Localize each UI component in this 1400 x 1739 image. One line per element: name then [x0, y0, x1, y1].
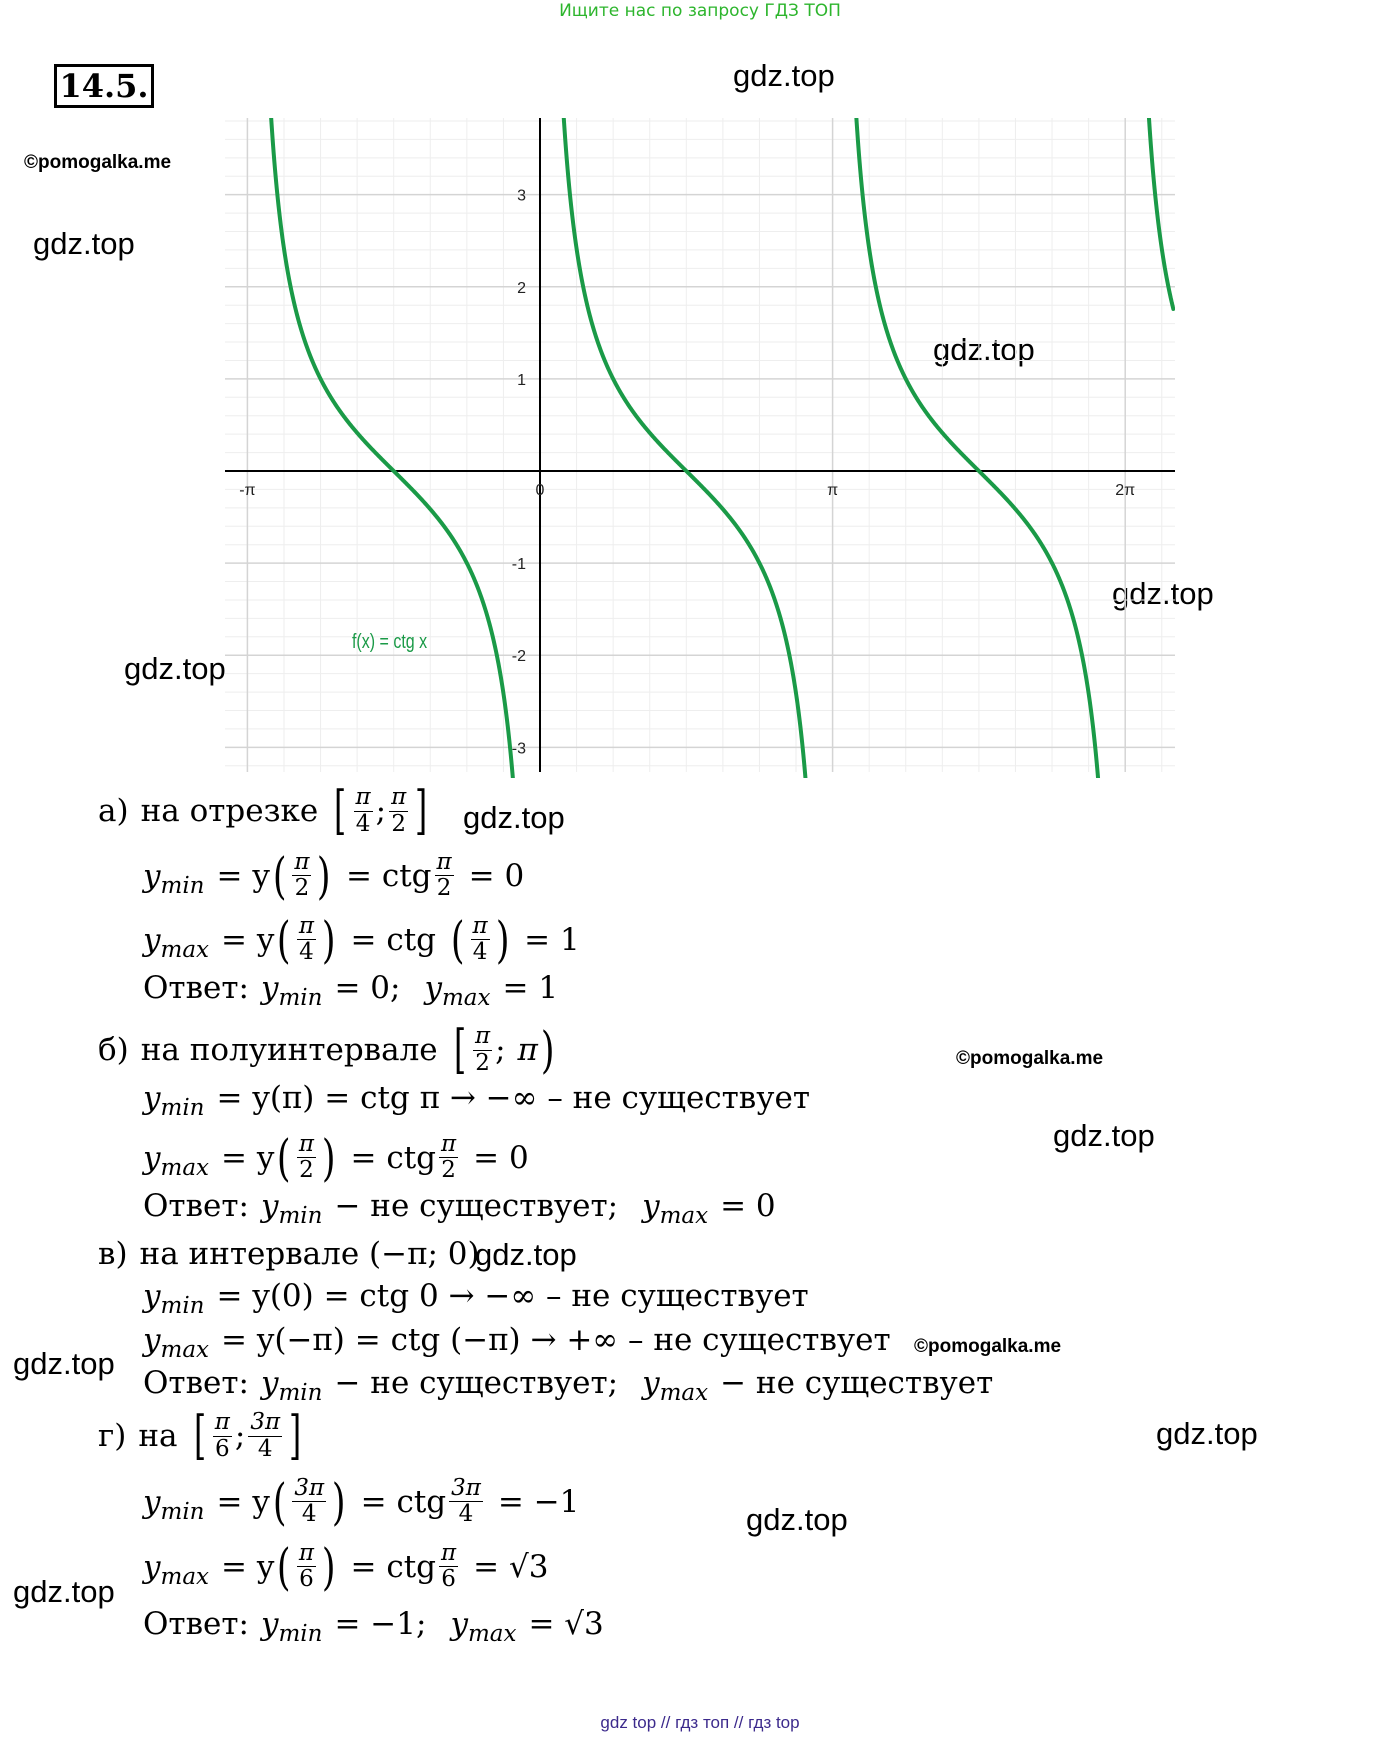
part-v-ymin: y min = y(0) = ctg 0 → −∞ – не существует	[143, 1278, 809, 1319]
y-tick-label: -3	[511, 740, 526, 758]
part-v-answer: Ответ: y min − не существует; y max − не существует	[143, 1365, 994, 1406]
watermark-copyright: ©pomogalka.me	[914, 1336, 1062, 1357]
x-tick-label: 2π	[1115, 482, 1136, 499]
watermark-gdz: gdz.top	[1156, 1416, 1258, 1451]
part-v-header: в) на интервале (−π; 0)	[98, 1236, 480, 1272]
footer-links[interactable]: gdz top // гдз топ // гдз top	[600, 1713, 800, 1732]
part-b-header: б) на полуинтервале [ $\frac{\pi}{2}$ ; π )	[98, 1020, 555, 1080]
watermark-gdz: gdz.top	[33, 226, 135, 261]
watermark-gdz: gdz.top	[13, 1574, 115, 1609]
cotangent-branch	[561, 118, 808, 778]
part-a-ymax: y max = y ( $\frac{\pi}{4}$ ) = ctg ( $\frac{\pi}{4}$ ) = 1	[143, 910, 580, 969]
watermark-gdz: gdz.top	[746, 1502, 848, 1537]
part-g-ymin: y min = y ( $\frac{3\pi}{4}$ ) = ctg $\frac{3\pi}{4}$ = −1	[143, 1472, 580, 1531]
watermark-gdz: gdz.top	[733, 58, 835, 93]
part-g-ymax: y max = y ( $\frac{\pi}{6}$ ) = ctg $\frac{\pi}{6}$ = √3	[143, 1537, 549, 1596]
part-b-answer: Ответ: y min − не существует; y max = 0	[143, 1188, 776, 1229]
cotangent-branch	[854, 118, 1101, 778]
watermark-copyright: ©pomogalka.me	[24, 152, 172, 173]
part-b-ymax: y max = y ( $\frac{\pi}{2}$ ) = ctg $\frac{\pi}{2}$ = 0	[143, 1128, 529, 1187]
watermark-gdz: gdz.top	[1112, 576, 1214, 611]
part-a-header: а) на отрезке [ $\frac{\pi}{4}$ ; $\frac{\pi}{2}$ ]	[98, 781, 428, 841]
function-label: f(x) = ctg x	[352, 630, 428, 653]
watermark-gdz: gdz.top	[1053, 1118, 1155, 1153]
task-number: 14.5.	[54, 64, 154, 108]
y-tick-label: 2	[517, 279, 526, 297]
part-a-answer: Ответ: y min = 0; y max = 1	[143, 970, 559, 1011]
watermark-gdz: gdz.top	[475, 1237, 577, 1272]
y-tick-label: -1	[511, 556, 526, 574]
watermark-copyright: ©pomogalka.me	[956, 1048, 1104, 1069]
cotangent-branch	[269, 118, 516, 778]
watermark-gdz: gdz.top	[463, 800, 565, 835]
part-v-ymax: y max = y(−π) = ctg (−π) → +∞ – не существует	[143, 1322, 891, 1363]
part-b-ymin: y min = y(π) = ctg π → −∞ – не существует	[143, 1080, 810, 1121]
watermark-gdz: gdz.top	[13, 1346, 115, 1381]
cotangent-graph	[225, 118, 1175, 778]
x-tick-label: π	[827, 482, 839, 499]
y-tick-label: 1	[517, 371, 526, 389]
part-g-answer: Ответ: y min = −1; y max = √3	[143, 1606, 604, 1647]
top-banner[interactable]: Ищите нас по запросу ГДЗ ТОП	[559, 1, 841, 21]
part-g-header: г) на [ $\frac{\pi}{6}$ ; $\frac{3\pi}{4}$ ]	[98, 1406, 302, 1466]
y-tick-label: 3	[517, 187, 526, 205]
x-tick-label: -π	[239, 482, 256, 499]
watermark-gdz: gdz.top	[933, 332, 1035, 367]
y-tick-label: -2	[511, 648, 526, 666]
x-tick-label: 0	[535, 482, 545, 499]
part-a-ymin: y min = y ( $\frac{\pi}{2}$ ) = ctg $\frac{\pi}{2}$ = 0	[143, 846, 525, 905]
watermark-gdz: gdz.top	[124, 651, 226, 686]
curve-branches	[225, 118, 1173, 778]
